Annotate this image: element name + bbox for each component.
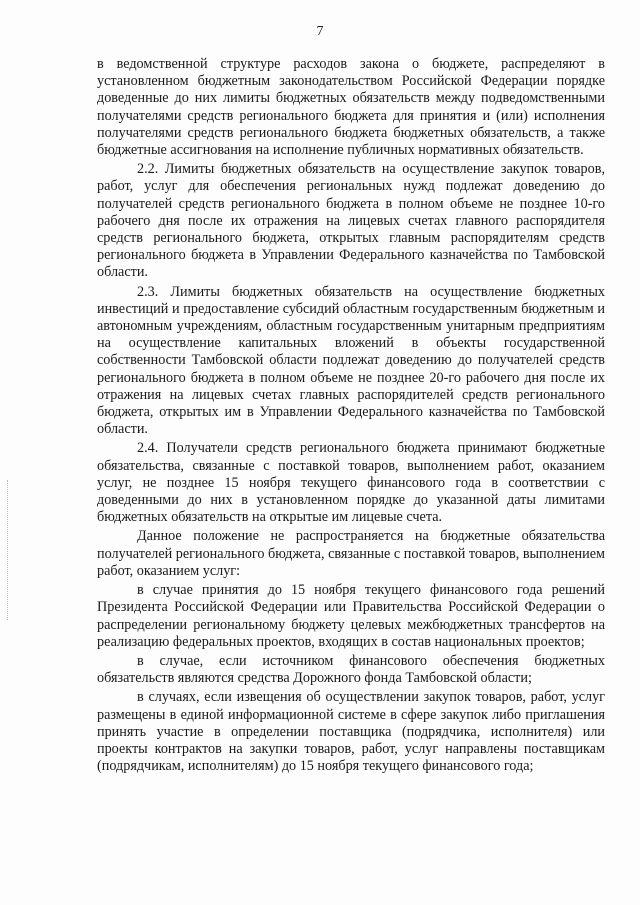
document-body bbox=[97, 56, 605, 775]
paragraph-2-2: 2.2. Лимиты бюджетных обязательств на осуществление закупок товаров, работ, услуг для обеспечения региональных нужд подлежат доведению до получателей средств регионального бюджета в полном объеме не позднее 10-го рабочего дня после их отражения на лицевых счетах главного распорядителя средств регионального бюджета, открытых главным распорядителям средств регионального бюджета в Управлении Федерального казначейства по Тамбовской области. bbox=[97, 161, 605, 281]
page-number: 7 bbox=[316, 24, 324, 39]
scan-margin-marks bbox=[7, 480, 10, 620]
list-item-procurement-notices: в случаях, если извещения об осуществлении закупок товаров, работ, услуг размещены в единой информационной системе в сфере закупок либо приглашения принять участие в определении поставщика (подрядчика, исполнителя) или проекты контрактов на закупки товаров, работ, услуг направлены поставщикам (подрядчикам, исполнителям) до 15 ноября текущего финансового года; bbox=[97, 689, 605, 775]
list-item-federal-projects: в случае принятия до 15 ноября текущего финансового года решений Президента Российской Федерации или Правительства Российской Федерации о распределении региональному бюджету целевых межбюджетных трансфертов на реализацию федеральных проектов, входящих в состав национальных проектов; bbox=[97, 582, 605, 650]
paragraph-exception-intro: Данное положение не распространяется на бюджетные обязательства получателей регионального бюджета, связанные с поставкой товаров, выполнением работ, оказанием услуг: bbox=[97, 528, 605, 579]
paragraph-continuation: в ведомственной структуре расходов закона о бюджете, распределяют в установленном бюджетным законодательством Российской Федерации порядке доведенные до них лимиты бюджетных обязательств между подведомственными получателями средств регионального бюджета для принятия и (или) исполнения получателями средств регионального бюджета бюджетных обязательств, а также бюджетные ассигнования на исполнение публичных нормативных обязательств. bbox=[97, 56, 605, 159]
list-item-road-fund: в случае, если источником финансового обеспечения бюджетных обязательств являются средства Дорожного фонда Тамбовской области; bbox=[97, 652, 605, 687]
paragraph-2-3: 2.3. Лимиты бюджетных обязательств на осуществление бюджетных инвестиций и предоставление субсидий областным государственным бюджетным и автономным учреждениям, областным государственным унитарным предприятиям на осуществление капитальных вложений в объекты государственной собственности Тамбовской области подлежат доведению до получателей средств регионального бюджета в полном объеме не позднее 20-го рабочего дня после их отражения на лицевых счетах главных распорядителей средств регионального бюджета, открытых им в Управлении Федерального казначейства по Тамбовской области. bbox=[97, 283, 605, 438]
paragraph-2-4: 2.4. Получатели средств регионального бюджета принимают бюджетные обязательства, связанные с поставкой товаров, выполнением работ, оказанием услуг, не позднее 15 ноября текущего финансового года в соответствии с доведенными до них в установленном порядке до указанной даты лимитами бюджетных обязательств на открытые им лицевые счета. bbox=[97, 440, 605, 526]
